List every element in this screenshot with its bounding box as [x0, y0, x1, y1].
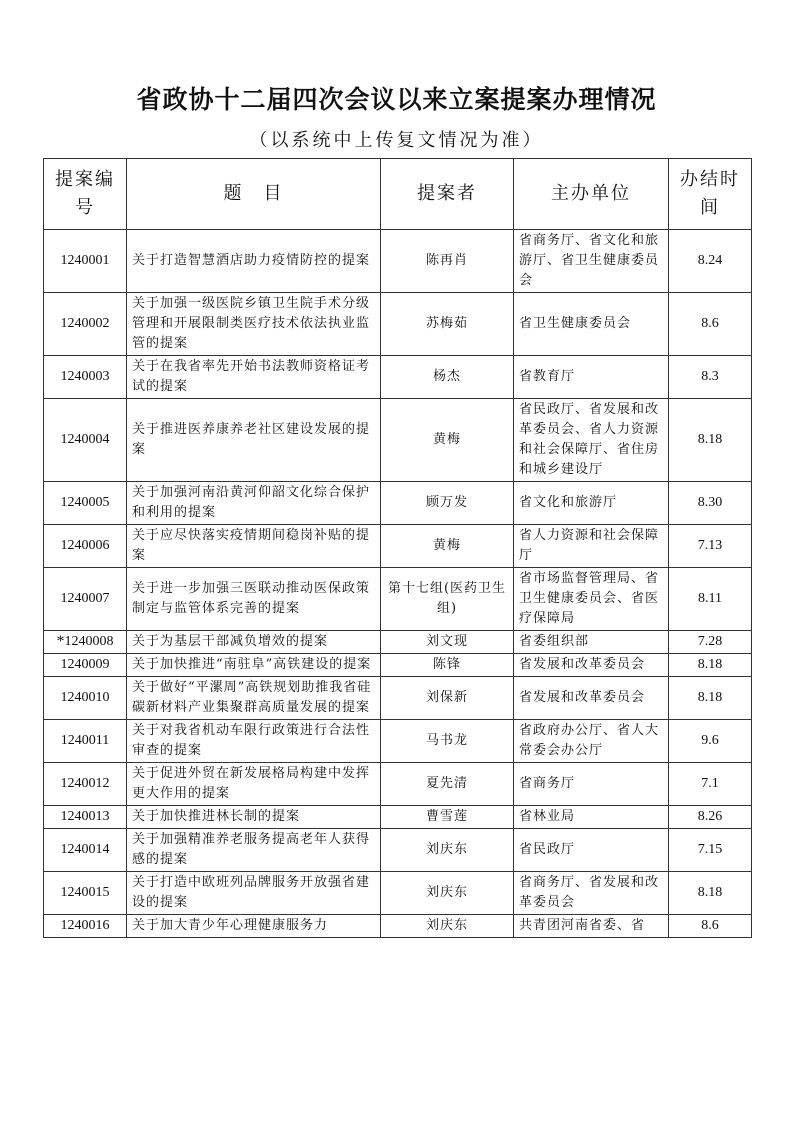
proposal-id-cell: [44, 399, 127, 482]
proposal-author: 刘庆东: [381, 829, 514, 872]
proposal-author: 刘庆东: [381, 872, 514, 915]
table-row: [44, 230, 752, 293]
proposal-id: 1240009: [60, 657, 110, 672]
proposal-id: 1240010: [60, 690, 110, 705]
proposal-id: 1240007: [60, 591, 110, 606]
proposal-author: 夏先清: [381, 763, 514, 806]
table-row: [44, 763, 752, 806]
proposal-author: 第十七组(医药卫生组): [381, 568, 514, 631]
completion-date: 8.11: [669, 568, 752, 631]
table-row: [44, 806, 752, 829]
table-body: [44, 230, 752, 938]
proposal-id: 1240006: [60, 538, 110, 553]
table-row: [44, 654, 752, 677]
host-unit: 共青团河南省委、省: [514, 915, 669, 938]
proposal-id-cell: [44, 525, 127, 568]
proposal-id: 1240008: [64, 634, 114, 649]
proposal-id: 1240003: [60, 369, 110, 384]
proposal-id-cell: [44, 230, 127, 293]
host-unit: 省人力资源和社会保障厅: [514, 525, 669, 568]
proposal-id-cell: [44, 568, 127, 631]
proposal-author: 刘庆东: [381, 915, 514, 938]
table-row: [44, 872, 752, 915]
proposal-id: 1240012: [60, 776, 110, 791]
host-unit: 省发展和改革委员会: [514, 677, 669, 720]
host-unit: 省商务厅: [514, 763, 669, 806]
proposal-id-cell: [44, 720, 127, 763]
table-row: [44, 293, 752, 356]
proposal-topic: 关于加快推进林长制的提案: [127, 806, 381, 829]
completion-date: 8.24: [669, 230, 752, 293]
column-header-author: 提案者: [381, 159, 514, 230]
table-row: [44, 720, 752, 763]
proposal-id-cell: [44, 482, 127, 525]
proposal-topic: 关于进一步加强三医联动推动医保政策制定与监管体系完善的提案: [127, 568, 381, 631]
completion-date: 7.1: [669, 763, 752, 806]
host-unit: 省林业局: [514, 806, 669, 829]
proposal-author: 黄梅: [381, 525, 514, 568]
proposal-topic: 关于促进外贸在新发展格局构建中发挥更大作用的提案: [127, 763, 381, 806]
proposal-id-cell: [44, 654, 127, 677]
proposal-author: 陈再肖: [381, 230, 514, 293]
proposal-id: 1240014: [60, 842, 110, 857]
table-row: [44, 568, 752, 631]
table-row: [44, 525, 752, 568]
proposal-id: 1240002: [60, 316, 110, 331]
host-unit: 省商务厅、省文化和旅游厅、省卫生健康委员会: [514, 230, 669, 293]
proposal-id-cell: [44, 915, 127, 938]
table-row: [44, 399, 752, 482]
table-row: [44, 631, 752, 654]
host-unit: 省发展和改革委员会: [514, 654, 669, 677]
proposal-id-cell: [44, 677, 127, 720]
proposal-author: 苏梅茹: [381, 293, 514, 356]
column-header-date: 办结时间: [669, 159, 752, 230]
proposal-id: 1240005: [60, 495, 110, 510]
proposal-topic: 关于为基层干部减负增效的提案: [127, 631, 381, 654]
table-row: [44, 356, 752, 399]
proposal-author: 刘保新: [381, 677, 514, 720]
table-row: [44, 482, 752, 525]
proposals-table: [43, 158, 752, 938]
proposal-topic: 关于做好“平漯周”高铁规划助推我省硅碳新材料产业集聚群高质量发展的提案: [127, 677, 381, 720]
proposal-id: 1240004: [60, 432, 110, 447]
proposal-topic: 关于加快推进“南驻阜”高铁建设的提案: [127, 654, 381, 677]
page-title: 省政协十二届四次会议以来立案提案办理情况: [136, 85, 657, 114]
host-unit: 省文化和旅游厅: [514, 482, 669, 525]
proposal-author: 杨杰: [381, 356, 514, 399]
proposal-id-cell: [44, 829, 127, 872]
host-unit: 省民政厅、省发展和改革委员会、省人力资源和社会保障厅、省住房和城乡建设厅: [514, 399, 669, 482]
completion-date: 8.26: [669, 806, 752, 829]
host-unit: 省卫生健康委员会: [514, 293, 669, 356]
proposal-author: 马书龙: [381, 720, 514, 763]
proposal-topic: 关于打造中欧班列品牌服务开放强省建设的提案: [127, 872, 381, 915]
column-header-id: 提案编号: [44, 159, 127, 230]
proposal-topic: 关于推进医养康养老社区建设发展的提案: [127, 399, 381, 482]
completion-date: 8.6: [669, 915, 752, 938]
table-row: [44, 915, 752, 938]
proposal-id: 1240013: [60, 809, 110, 824]
completion-date: 8.18: [669, 654, 752, 677]
proposal-author: 刘文现: [381, 631, 514, 654]
column-header-topic: 题 目: [127, 159, 381, 230]
proposal-topic: 关于打造智慧酒店助力疫情防控的提案: [127, 230, 381, 293]
completion-date: 9.6: [669, 720, 752, 763]
proposal-id-cell: [44, 872, 127, 915]
proposal-author: 曹雪莲: [381, 806, 514, 829]
proposal-topic: 关于加大青少年心理健康服务力: [127, 915, 381, 938]
proposal-id: 1240016: [60, 918, 110, 933]
proposal-id-cell: [44, 356, 127, 399]
completion-date: 7.28: [669, 631, 752, 654]
host-unit: 省教育厅: [514, 356, 669, 399]
proposal-author: 顾万发: [381, 482, 514, 525]
host-unit: 省政府办公厅、省人大常委会办公厅: [514, 720, 669, 763]
completion-date: 7.15: [669, 829, 752, 872]
proposal-topic: 关于加强河南沿黄河仰韶文化综合保护和利用的提案: [127, 482, 381, 525]
proposal-id-cell: [44, 763, 127, 806]
proposal-author: 黄梅: [381, 399, 514, 482]
completion-date: 8.30: [669, 482, 752, 525]
host-unit: 省民政厅: [514, 829, 669, 872]
proposal-id: 1240001: [60, 253, 110, 268]
completion-date: 8.18: [669, 677, 752, 720]
column-header-unit: 主办单位: [514, 159, 669, 230]
page-subtitle: （以系统中上传复文情况为准）: [249, 130, 544, 151]
asterisk-mark: *: [56, 633, 65, 650]
host-unit: 省商务厅、省发展和改革委员会: [514, 872, 669, 915]
proposal-topic: 关于在我省率先开始书法教师资格证考试的提案: [127, 356, 381, 399]
proposal-id: 1240011: [60, 733, 110, 748]
completion-date: 8.3: [669, 356, 752, 399]
proposal-topic: 关于加强一级医院乡镇卫生院手术分级管理和开展限制类医疗技术依法执业监管的提案: [127, 293, 381, 356]
proposal-id-cell: [44, 293, 127, 356]
host-unit: 省委组织部: [514, 631, 669, 654]
proposal-topic: 关于对我省机动车限行政策进行合法性审查的提案: [127, 720, 381, 763]
proposal-id-cell: [44, 631, 127, 654]
completion-date: 8.6: [669, 293, 752, 356]
completion-date: 8.18: [669, 399, 752, 482]
completion-date: 7.13: [669, 525, 752, 568]
proposal-id-cell: [44, 806, 127, 829]
table-row: [44, 829, 752, 872]
proposal-topic: 关于应尽快落实疫情期间稳岗补贴的提案: [127, 525, 381, 568]
proposal-author: 陈锋: [381, 654, 514, 677]
table-header-row: [44, 159, 752, 230]
completion-date: 8.18: [669, 872, 752, 915]
proposal-id: 1240015: [60, 885, 110, 900]
host-unit: 省市场监督管理局、省卫生健康委员会、省医疗保障局: [514, 568, 669, 631]
table-row: [44, 677, 752, 720]
proposal-topic: 关于加强精准养老服务提高老年人获得感的提案: [127, 829, 381, 872]
